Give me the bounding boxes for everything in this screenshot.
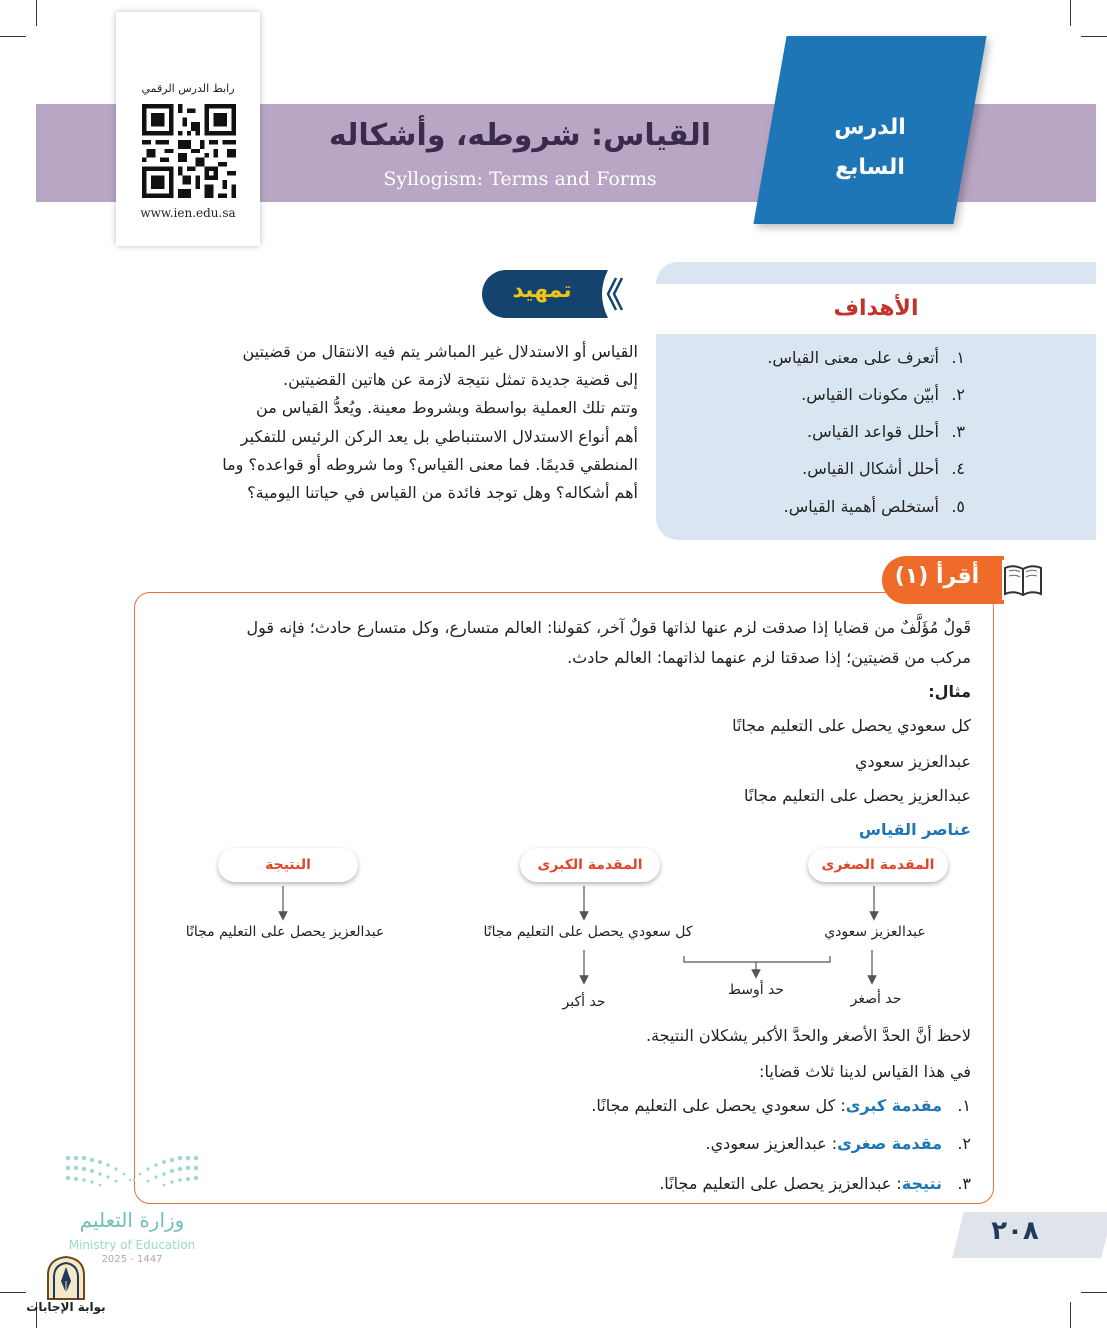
example-line: عبدالعزيز يحصل على التعليم مجانًا: [744, 786, 971, 805]
qr-code-icon[interactable]: [142, 104, 236, 198]
portal-logo-icon: [44, 1255, 88, 1301]
page-number: ٢٠٨: [991, 1216, 1039, 1246]
example-line: كل سعودي يحصل على التعليم مجانًا: [732, 716, 971, 735]
conclusion-node: النتيجة: [218, 848, 358, 882]
major-premise-text: كل سعودي يحصل على التعليم مجانًا: [483, 924, 693, 940]
crop-mark: [1070, 0, 1071, 26]
crop-mark: [0, 36, 26, 37]
crop-mark: [1081, 1292, 1107, 1293]
proposition-item: ٣. نتيجة: عبدالعزيز يحصل على التعليم مجانًا.: [659, 1174, 971, 1193]
major-term-label: حد أكبر: [562, 994, 606, 1010]
read-tab-label: أقرأ (١): [894, 564, 980, 589]
syllogism-diagram: [150, 848, 980, 1018]
minor-premise-node: المقدمة الصغرى: [808, 848, 948, 882]
objectives-title: الأهداف: [833, 296, 919, 321]
minor-term-label: حد أصغر: [850, 991, 902, 1007]
objective-item: ٥.أستخلص أهمية القياس.: [783, 497, 965, 516]
major-premise-node: المقدمة الكبرى: [520, 848, 660, 882]
crop-mark: [0, 1292, 26, 1293]
ministry-name-en: Ministry of Education: [68, 1238, 196, 1252]
objective-item: ٤.أحلل أشكال القياس.: [802, 459, 965, 478]
objective-item: ٣.أحلل قواعد القياس.: [807, 422, 965, 441]
crop-mark: [36, 0, 37, 26]
elements-title: عناصر القياس: [858, 820, 971, 839]
minor-premise-text: عبدالعزيز سعودي: [824, 924, 926, 940]
portal-name: بوابة الإجابات: [26, 1300, 106, 1314]
props-intro: في هذا القياس لدينا ثلاث قضايا:: [759, 1062, 971, 1081]
lesson-label: الدرس السابع: [834, 115, 906, 180]
page-title: القياس: شروطه، وأشكاله: [328, 118, 712, 153]
example-label: مثال:: [928, 682, 971, 701]
page-subtitle-en: Syllogism: Terms and Forms: [383, 168, 657, 190]
definition-line: مركب من قضيتين؛ إذا صدقتا لزم عنهما لذاتهما: العالم حادث.: [567, 648, 971, 667]
conclusion-text: عبدالعزيز يحصل على التعليم مجانًا: [185, 924, 385, 940]
ministry-year: 2025 - 1447: [101, 1254, 163, 1265]
note-line: لاحظ أنَّ الحدَّ الأصغر والحدَّ الأكبر يشكلان النتيجة.: [645, 1026, 971, 1045]
proposition-item: ٢. مقدمة صغرى: عبدالعزيز سعودي.: [705, 1134, 971, 1153]
ministry-name-ar: وزارة التعليم: [79, 1208, 185, 1232]
definition-line: قَولٌ مُؤَلَّفٌ من قضايا إذا صدقت لزم عنها لذاتها قولٌ آخر، كقولنا: العالم متسارع، وكل متسارع حادث؛ فإنه قول: [246, 618, 971, 637]
objective-item: ١.أتعرف على معنى القياس.: [767, 348, 965, 367]
example-line: عبدالعزيز سعودي: [854, 752, 971, 771]
crop-mark: [1081, 36, 1107, 37]
ministry-logo-icon: [64, 1152, 200, 1196]
proposition-item: ١. مقدمة كبرى: كل سعودي يحصل على التعليم مجانًا.: [591, 1096, 971, 1115]
intro-label: تمهيد: [512, 278, 572, 303]
crop-mark: [1070, 1302, 1071, 1328]
qr-url[interactable]: www.ien.edu.sa: [140, 206, 236, 220]
objective-item: ٢.أبيّن مكونات القياس.: [801, 385, 965, 404]
open-book-icon: [1002, 560, 1044, 600]
qr-label: رابط الدرس الرقمي: [141, 82, 235, 95]
intro-paragraph: القياس أو الاستدلال غير المباشر يتم فيه الانتقال من قضيتين إلى قضية جديدة تمثل نتيجة لازمة عن هاتين القضيتين. وتتم تلك العملية بواسطة وبشروط معينة. ويُعدُّ القياس من أهم أنواع الاستدلال الاستنباطي بل يعد الركن الرئيس للتفكير المنطقي قديمًا. فما معنى القياس؟ وما شروطه أو قواعده؟ وما أهم أشكاله؟ وهل توجد فائدة من القياس في حياتنا اليومية؟: [222, 342, 638, 503]
middle-term-label: حد أوسط: [727, 982, 785, 998]
